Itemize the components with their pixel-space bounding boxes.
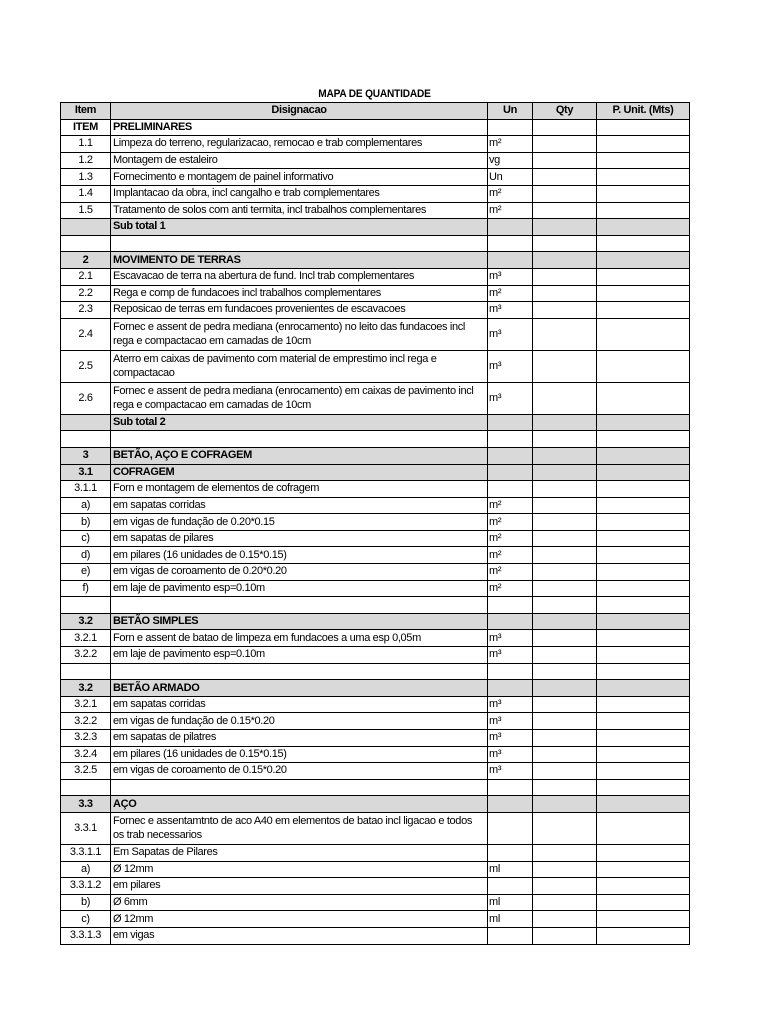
qty-cell: [533, 696, 597, 713]
qty-cell: [533, 796, 597, 813]
item-cell: 1.5: [61, 202, 111, 219]
item-cell: 2: [61, 252, 111, 269]
qty-cell: [533, 219, 597, 236]
designation-cell: em vigas de coroamento de 0.15*0.20: [111, 763, 488, 780]
unit-price-cell: [597, 219, 690, 236]
qty-cell: [533, 763, 597, 780]
designation-cell: Fornec e assentamtnto de aco A40 em elementos de batao incl ligacao e todos os trab necessarios: [111, 812, 488, 844]
unit-cell: m³: [488, 268, 533, 285]
designation-cell: em laje de pavimento esp=0.10m: [111, 647, 488, 664]
designation-cell: Sub total 2: [111, 414, 488, 431]
item-cell: c): [61, 911, 111, 928]
unit-price-cell: [597, 763, 690, 780]
column-header-unit-price: P. Unit. (Mts): [597, 103, 690, 120]
table-row: [61, 252, 690, 269]
designation-cell: COFRAGEM: [111, 464, 488, 481]
item-cell: 2.1: [61, 268, 111, 285]
table-row: [61, 564, 690, 581]
item-cell: 3.2.1: [61, 630, 111, 647]
unit-cell: m³: [488, 763, 533, 780]
table-row: [61, 763, 690, 780]
unit-price-cell: [597, 580, 690, 597]
item-cell: 3.2.1: [61, 696, 111, 713]
unit-price-cell: [597, 202, 690, 219]
unit-price-cell: [597, 894, 690, 911]
item-cell: 2.2: [61, 285, 111, 302]
unit-price-cell: [597, 382, 690, 414]
unit-cell: m³: [488, 647, 533, 664]
table-row: [61, 285, 690, 302]
unit-price-cell: [597, 481, 690, 498]
table-row: [61, 464, 690, 481]
qty-cell: [533, 136, 597, 153]
unit-cell: [488, 878, 533, 895]
table-row: [61, 185, 690, 202]
unit-price-cell: [597, 431, 690, 448]
unit-price-cell: [597, 235, 690, 252]
designation-cell: BETÃO, AÇO E COFRAGEM: [111, 447, 488, 464]
unit-cell: [488, 431, 533, 448]
unit-price-cell: [597, 530, 690, 547]
table-row: [61, 894, 690, 911]
unit-cell: m³: [488, 730, 533, 747]
unit-price-cell: [597, 911, 690, 928]
table-row: [61, 713, 690, 730]
designation-cell: [111, 235, 488, 252]
item-cell: 3.3.1.2: [61, 878, 111, 895]
designation-cell: [111, 597, 488, 614]
qty-cell: [533, 894, 597, 911]
qty-cell: [533, 464, 597, 481]
item-cell: 2.3: [61, 302, 111, 319]
table-body: [61, 119, 690, 944]
item-cell: 3.2.4: [61, 746, 111, 763]
unit-cell: m²: [488, 564, 533, 581]
unit-cell: m²: [488, 185, 533, 202]
unit-price-cell: [597, 514, 690, 531]
column-header-designation: Disignacao: [111, 103, 488, 120]
qty-cell: [533, 680, 597, 697]
unit-cell: m³: [488, 630, 533, 647]
unit-cell: m³: [488, 696, 533, 713]
designation-cell: Escavacao de terra na abertura de fund. Incl trab complementares: [111, 268, 488, 285]
unit-price-cell: [597, 268, 690, 285]
item-cell: 3.3.1.1: [61, 844, 111, 861]
unit-price-cell: [597, 414, 690, 431]
item-cell: ITEM: [61, 119, 111, 136]
qty-cell: [533, 844, 597, 861]
unit-cell: m²: [488, 136, 533, 153]
item-cell: 3.3.1: [61, 812, 111, 844]
designation-cell: Implantacao da obra, incl cangalho e trab complementares: [111, 185, 488, 202]
table-row: [61, 647, 690, 664]
qty-cell: [533, 497, 597, 514]
item-cell: 3.2.2: [61, 713, 111, 730]
unit-cell: ml: [488, 911, 533, 928]
designation-cell: em sapatas corridas: [111, 696, 488, 713]
table-row: [61, 481, 690, 498]
unit-price-cell: [597, 927, 690, 944]
table-row: [61, 431, 690, 448]
table-row: [61, 696, 690, 713]
table-row: [61, 302, 690, 319]
item-cell: [61, 663, 111, 680]
table-row: [61, 580, 690, 597]
qty-cell: [533, 564, 597, 581]
item-cell: [61, 779, 111, 796]
unit-price-cell: [597, 285, 690, 302]
column-header-item: Item: [61, 103, 111, 120]
qty-cell: [533, 878, 597, 895]
unit-cell: m³: [488, 382, 533, 414]
unit-price-cell: [597, 746, 690, 763]
unit-cell: [488, 119, 533, 136]
qty-cell: [533, 268, 597, 285]
unit-cell: [488, 680, 533, 697]
unit-price-cell: [597, 564, 690, 581]
designation-cell: em sapatas corridas: [111, 497, 488, 514]
table-row: [61, 514, 690, 531]
unit-price-cell: [597, 844, 690, 861]
unit-cell: m²: [488, 514, 533, 531]
qty-cell: [533, 285, 597, 302]
unit-cell: m²: [488, 497, 533, 514]
table-row: [61, 796, 690, 813]
item-cell: b): [61, 894, 111, 911]
designation-cell: AÇO: [111, 796, 488, 813]
unit-price-cell: [597, 350, 690, 382]
qty-cell: [533, 514, 597, 531]
designation-cell: Fornecimento e montagem de painel informativo: [111, 169, 488, 186]
qty-cell: [533, 911, 597, 928]
table-row: [61, 663, 690, 680]
table-row: [61, 152, 690, 169]
table-row: [61, 235, 690, 252]
qty-cell: [533, 185, 597, 202]
item-cell: 3.2: [61, 680, 111, 697]
qty-cell: [533, 630, 597, 647]
unit-cell: Un: [488, 169, 533, 186]
unit-cell: [488, 414, 533, 431]
designation-cell: Tratamento de solos com anti termita, incl trabalhos complementares: [111, 202, 488, 219]
designation-cell: em sapatas de pilatres: [111, 730, 488, 747]
unit-cell: m³: [488, 318, 533, 350]
qty-cell: [533, 861, 597, 878]
table-row: [61, 927, 690, 944]
table-row: [61, 547, 690, 564]
unit-cell: vg: [488, 152, 533, 169]
item-cell: e): [61, 564, 111, 581]
qty-cell: [533, 580, 597, 597]
designation-cell: em pilares (16 unidades de 0.15*0.15): [111, 547, 488, 564]
unit-price-cell: [597, 464, 690, 481]
unit-cell: [488, 663, 533, 680]
table-row: [61, 497, 690, 514]
table-row: [61, 878, 690, 895]
designation-cell: em pilares: [111, 878, 488, 895]
qty-cell: [533, 779, 597, 796]
unit-price-cell: [597, 730, 690, 747]
designation-cell: PRELIMINARES: [111, 119, 488, 136]
unit-price-cell: [597, 302, 690, 319]
item-cell: 1.2: [61, 152, 111, 169]
unit-price-cell: [597, 447, 690, 464]
unit-price-cell: [597, 613, 690, 630]
designation-cell: em vigas de coroamento de 0.20*0.20: [111, 564, 488, 581]
unit-cell: m²: [488, 285, 533, 302]
table-row: [61, 268, 690, 285]
table-row: [61, 447, 690, 464]
table-row: [61, 136, 690, 153]
item-cell: [61, 219, 111, 236]
qty-cell: [533, 530, 597, 547]
unit-price-cell: [597, 547, 690, 564]
unit-cell: [488, 219, 533, 236]
qty-cell: [533, 350, 597, 382]
qty-cell: [533, 152, 597, 169]
item-cell: 1.3: [61, 169, 111, 186]
table-row: [61, 812, 690, 844]
item-cell: c): [61, 530, 111, 547]
qty-cell: [533, 447, 597, 464]
qty-cell: [533, 481, 597, 498]
unit-cell: [488, 252, 533, 269]
unit-price-cell: [597, 136, 690, 153]
designation-cell: Fornec e assent de pedra mediana (enrocamento) em caixas de pavimento incl rega e compactacao em camadas de 10cm: [111, 382, 488, 414]
unit-price-cell: [597, 152, 690, 169]
unit-cell: [488, 844, 533, 861]
qty-cell: [533, 252, 597, 269]
designation-cell: em vigas: [111, 927, 488, 944]
item-cell: 1.4: [61, 185, 111, 202]
item-cell: 2.5: [61, 350, 111, 382]
unit-price-cell: [597, 169, 690, 186]
qty-cell: [533, 547, 597, 564]
designation-cell: Forn e assent de batao de limpeza em fundacoes a uma esp 0,05m: [111, 630, 488, 647]
quantity-table: [60, 102, 690, 945]
designation-cell: em sapatas de pilares: [111, 530, 488, 547]
unit-cell: [488, 779, 533, 796]
column-header-qty: Qty: [533, 103, 597, 120]
unit-price-cell: [597, 597, 690, 614]
unit-price-cell: [597, 861, 690, 878]
designation-cell: Reposicao de terras em fundacoes provenientes de escavacoes: [111, 302, 488, 319]
table-row: [61, 844, 690, 861]
item-cell: [61, 597, 111, 614]
item-cell: 3: [61, 447, 111, 464]
unit-cell: [488, 597, 533, 614]
item-cell: b): [61, 514, 111, 531]
qty-cell: [533, 713, 597, 730]
designation-cell: MOVIMENTO DE TERRAS: [111, 252, 488, 269]
qty-cell: [533, 730, 597, 747]
qty-cell: [533, 235, 597, 252]
unit-cell: [488, 927, 533, 944]
unit-cell: [488, 235, 533, 252]
designation-cell: Aterro em caixas de pavimento com material de emprestimo incl rega e compactacao: [111, 350, 488, 382]
unit-cell: ml: [488, 861, 533, 878]
unit-price-cell: [597, 318, 690, 350]
item-cell: a): [61, 861, 111, 878]
unit-cell: m³: [488, 350, 533, 382]
item-cell: 3.3: [61, 796, 111, 813]
table-row: [61, 202, 690, 219]
item-cell: f): [61, 580, 111, 597]
table-row: [61, 318, 690, 350]
unit-cell: [488, 796, 533, 813]
unit-price-cell: [597, 878, 690, 895]
item-cell: 3.2.5: [61, 763, 111, 780]
qty-cell: [533, 318, 597, 350]
item-cell: [61, 414, 111, 431]
unit-price-cell: [597, 696, 690, 713]
table-row: [61, 219, 690, 236]
unit-price-cell: [597, 119, 690, 136]
unit-cell: ml: [488, 894, 533, 911]
unit-price-cell: [597, 812, 690, 844]
designation-cell: Ø 12mm: [111, 861, 488, 878]
quantity-sheet: [60, 86, 689, 945]
item-cell: 2.6: [61, 382, 111, 414]
item-cell: 3.2.3: [61, 730, 111, 747]
table-row: [61, 382, 690, 414]
qty-cell: [533, 812, 597, 844]
qty-cell: [533, 431, 597, 448]
designation-cell: em pilares (16 unidades de 0.15*0.15): [111, 746, 488, 763]
unit-price-cell: [597, 185, 690, 202]
qty-cell: [533, 613, 597, 630]
designation-cell: Limpeza do terreno, regularizacao, remocao e trab complementares: [111, 136, 488, 153]
unit-price-cell: [597, 796, 690, 813]
designation-cell: Em Sapatas de Pilares: [111, 844, 488, 861]
unit-cell: m²: [488, 530, 533, 547]
designation-cell: Fornec e assent de pedra mediana (enrocamento) no leito das fundacoes incl rega e compactacao em camadas de 10cm: [111, 318, 488, 350]
table-row: [61, 630, 690, 647]
qty-cell: [533, 647, 597, 664]
item-cell: [61, 431, 111, 448]
qty-cell: [533, 927, 597, 944]
unit-cell: [488, 812, 533, 844]
table-row: [61, 414, 690, 431]
designation-cell: em laje de pavimento esp=0.10m: [111, 580, 488, 597]
designation-cell: em vigas de fundação de 0.15*0.20: [111, 713, 488, 730]
unit-price-cell: [597, 252, 690, 269]
unit-price-cell: [597, 680, 690, 697]
unit-price-cell: [597, 663, 690, 680]
designation-cell: [111, 431, 488, 448]
designation-cell: em vigas de fundação de 0.20*0.15: [111, 514, 488, 531]
item-cell: 3.1.1: [61, 481, 111, 498]
item-cell: 3.1: [61, 464, 111, 481]
unit-cell: [488, 447, 533, 464]
item-cell: d): [61, 547, 111, 564]
unit-cell: m³: [488, 713, 533, 730]
designation-cell: Sub total 1: [111, 219, 488, 236]
table-row: [61, 530, 690, 547]
designation-cell: [111, 779, 488, 796]
unit-cell: m²: [488, 580, 533, 597]
item-cell: 1.1: [61, 136, 111, 153]
unit-price-cell: [597, 779, 690, 796]
designation-cell: Montagem de estaleiro: [111, 152, 488, 169]
qty-cell: [533, 382, 597, 414]
qty-cell: [533, 746, 597, 763]
item-cell: [61, 235, 111, 252]
designation-cell: BETÃO ARMADO: [111, 680, 488, 697]
item-cell: 3.2.2: [61, 647, 111, 664]
item-cell: a): [61, 497, 111, 514]
designation-cell: Rega e comp de fundacoes incl trabalhos complementares: [111, 285, 488, 302]
item-cell: 2.4: [61, 318, 111, 350]
unit-price-cell: [597, 497, 690, 514]
qty-cell: [533, 597, 597, 614]
unit-cell: [488, 613, 533, 630]
table-row: [61, 350, 690, 382]
qty-cell: [533, 414, 597, 431]
item-cell: 3.3.1.3: [61, 927, 111, 944]
designation-cell: Ø 6mm: [111, 894, 488, 911]
unit-cell: [488, 464, 533, 481]
unit-cell: m²: [488, 202, 533, 219]
unit-cell: m²: [488, 547, 533, 564]
table-row: [61, 613, 690, 630]
table-header-row: [61, 103, 690, 120]
designation-cell: BETÃO SIMPLES: [111, 613, 488, 630]
qty-cell: [533, 202, 597, 219]
table-row: [61, 779, 690, 796]
table-row: [61, 861, 690, 878]
table-row: [61, 911, 690, 928]
qty-cell: [533, 169, 597, 186]
table-row: [61, 730, 690, 747]
sheet-title: MAPA DE QUANTIDADE: [318, 88, 431, 100]
designation-cell: Ø 12mm: [111, 911, 488, 928]
qty-cell: [533, 663, 597, 680]
table-row: [61, 169, 690, 186]
unit-cell: m³: [488, 302, 533, 319]
designation-cell: [111, 663, 488, 680]
unit-cell: m³: [488, 746, 533, 763]
qty-cell: [533, 302, 597, 319]
table-row: [61, 680, 690, 697]
item-cell: 3.2: [61, 613, 111, 630]
unit-price-cell: [597, 647, 690, 664]
column-header-unit: Un: [488, 103, 533, 120]
unit-cell: [488, 481, 533, 498]
table-row: [61, 119, 690, 136]
unit-price-cell: [597, 630, 690, 647]
designation-cell: Forn e montagem de elementos de cofragem: [111, 481, 488, 498]
qty-cell: [533, 119, 597, 136]
unit-price-cell: [597, 713, 690, 730]
table-row: [61, 746, 690, 763]
table-row: [61, 597, 690, 614]
